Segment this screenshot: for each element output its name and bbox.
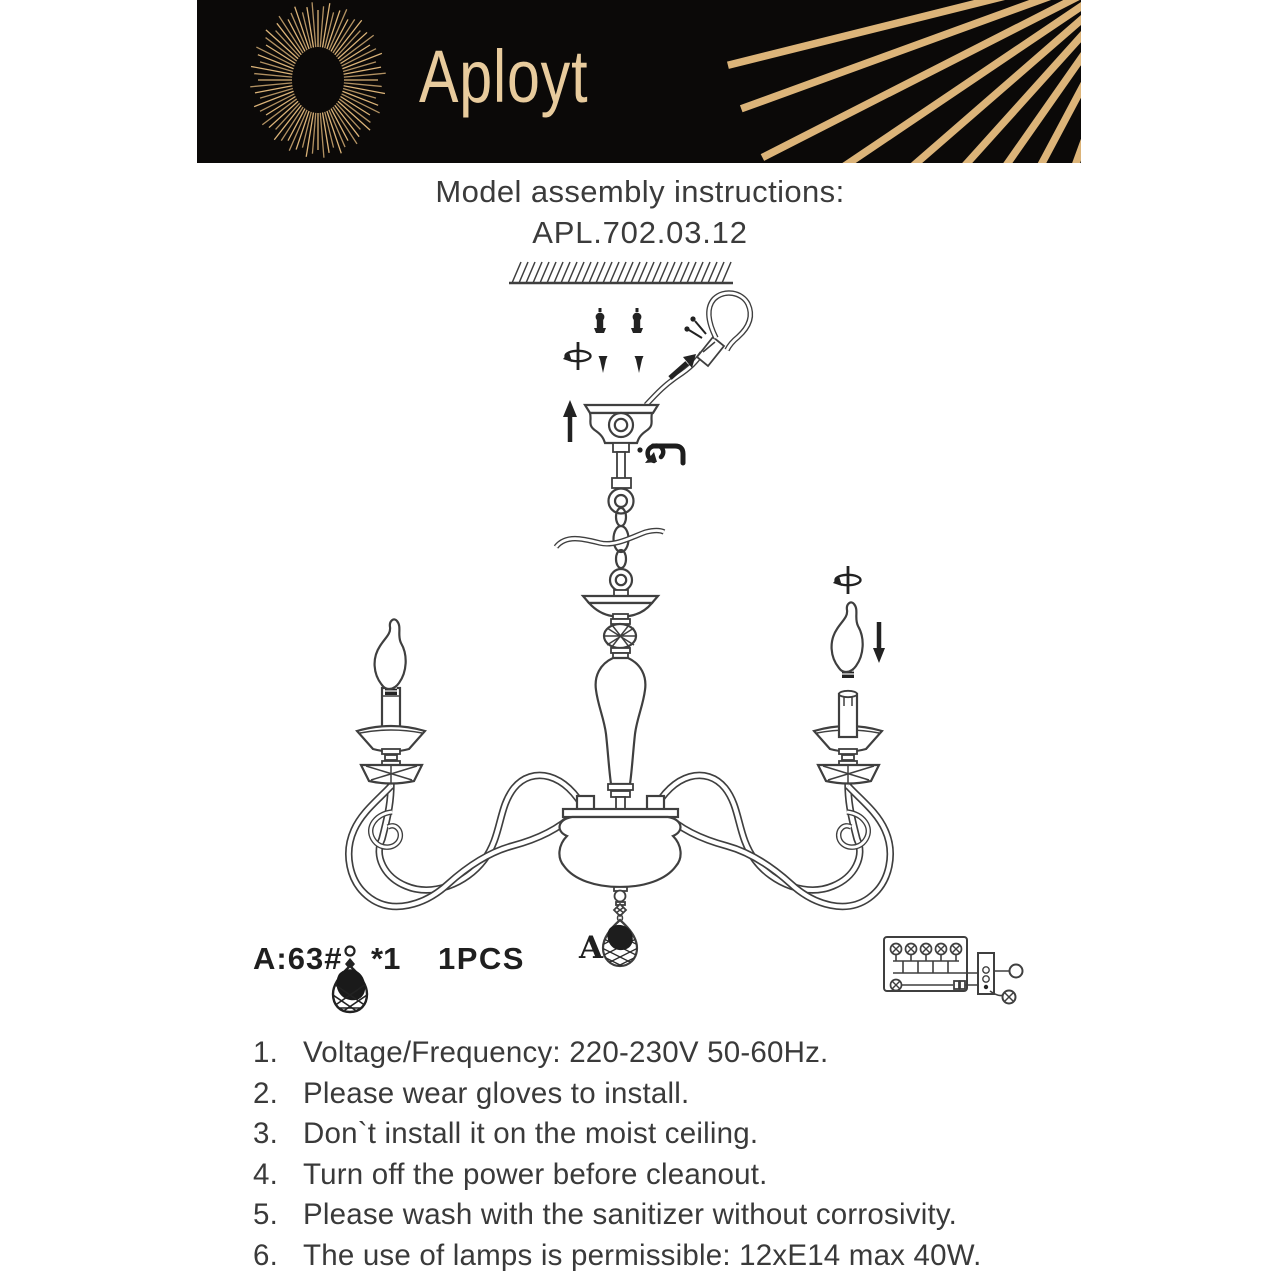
instruction-item <box>253 1036 982 1077</box>
part-quantity-label: *1 <box>371 941 401 976</box>
left-arm <box>349 775 586 906</box>
part-pcs-label: 1PCS <box>438 941 525 976</box>
instruction-item <box>253 1077 982 1118</box>
ceiling-canopy <box>585 405 658 452</box>
right-arm <box>653 775 890 906</box>
item-text: Don`t install it on the moist ceiling. <box>303 1117 759 1150</box>
bulb-insert-step <box>832 566 885 678</box>
model-number: APL.702.03.12 <box>532 215 748 250</box>
screw-icons <box>599 356 644 373</box>
center-bowl <box>559 817 680 921</box>
instruction-item <box>253 1117 982 1158</box>
item-number: 1. <box>253 1036 279 1069</box>
item-text: Please wear gloves to install. <box>303 1076 690 1110</box>
item-number: 4. <box>253 1157 279 1191</box>
item-text: Please wash with the sanitizer without corrosivity. <box>303 1198 957 1231</box>
item-text: Voltage/Frequency: 220-230V 50-60Hz. <box>303 1036 829 1069</box>
down-arrow-icon <box>873 622 885 663</box>
instruction-item <box>253 1198 982 1239</box>
instruction-item <box>253 1158 982 1199</box>
flame-bulb-icon <box>375 619 406 695</box>
screw-in-icon <box>833 566 861 594</box>
crystal-pendant <box>598 920 642 970</box>
instruction-item <box>253 1239 982 1280</box>
lift-arrow-icon <box>563 400 577 442</box>
part-code-label: A:63# <box>253 941 343 976</box>
item-number: 5. <box>253 1198 279 1231</box>
item-number: 2. <box>253 1076 279 1110</box>
wiring-diagram <box>884 937 1023 1004</box>
instruction-list <box>253 1036 982 1279</box>
right-candle <box>814 691 882 784</box>
item-number: 3. <box>253 1117 279 1150</box>
pendant-label: A <box>579 930 604 966</box>
item-number: 6. <box>253 1238 279 1272</box>
wall-anchor-icons <box>594 308 643 333</box>
rotate-icon <box>563 342 591 370</box>
ceiling-hatch <box>509 262 733 283</box>
flame-bulb-icon <box>832 602 863 678</box>
item-text: The use of lamps is permissible: 12xE14 max 40W. <box>303 1238 982 1272</box>
terminal-connector <box>697 337 724 366</box>
safety-wire <box>556 531 664 548</box>
power-cord <box>646 293 750 405</box>
crystal-collar <box>604 624 637 648</box>
center-column <box>583 596 658 810</box>
item-text: Turn off the power before cleanout. <box>303 1157 768 1191</box>
left-candle <box>357 619 425 783</box>
brand-name: Aployt <box>419 35 589 118</box>
hook-icon <box>637 446 683 463</box>
chain-assembly <box>556 452 664 597</box>
page-title: Model assembly instructions: <box>435 174 845 209</box>
